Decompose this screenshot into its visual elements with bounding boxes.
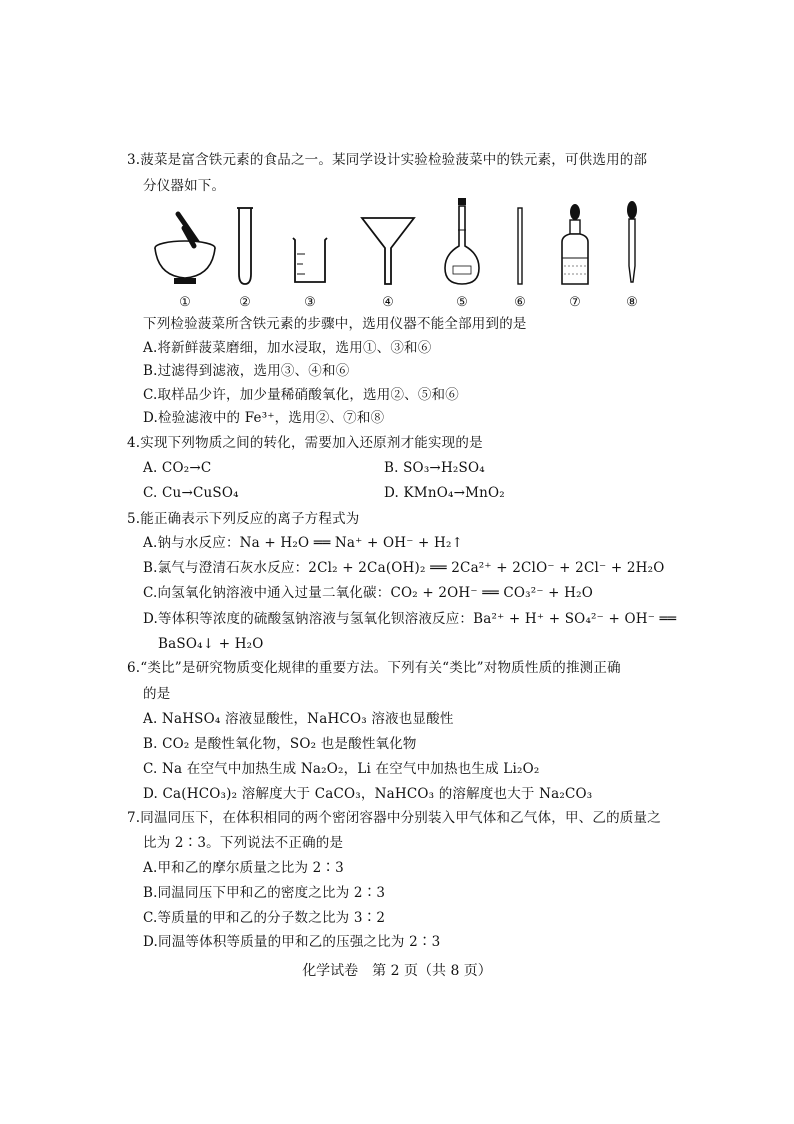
apparatus-number: ⑧ — [626, 295, 638, 310]
q7-stem-line1: 7.同温同压下，在体积相同的两个密闭容器中分别装入甲气体和乙气体，甲、乙的质量之 — [127, 810, 661, 826]
q7-stem-line2: 比为 2∶3。下列说法不正确的是 — [143, 835, 344, 851]
q6-option-a: A. NaHSO₄ 溶液显酸性，NaHCO₃ 溶液也显酸性 — [143, 711, 454, 727]
apparatus-number: ① — [179, 295, 191, 310]
apparatus-7 — [545, 196, 605, 311]
page-footer: 化学试卷 第 2 页（共 8 页） — [302, 963, 492, 979]
apparatus-6 — [490, 196, 550, 311]
q4-option-d: D. KMnO₄→MnO₂ — [384, 485, 505, 501]
q5-option-c: C.向氢氧化钠溶液中通入过量二氧化碳：CO₂ + 2OH⁻ ══ CO₃²⁻ + H₂O — [143, 585, 594, 601]
q5-option-b: B.氯气与澄清石灰水反应：2Cl₂ + 2Ca(OH)₂ ══ 2Ca²⁺ + 2ClO⁻ + 2Cl⁻ + 2H₂O — [143, 560, 665, 576]
apparatus-3 — [280, 196, 340, 311]
q3-option-b: B.过滤得到滤液，选用③、④和⑥ — [143, 363, 350, 379]
apparatus-number: ⑦ — [569, 295, 581, 310]
apparatus-2 — [215, 196, 275, 311]
funnel-icon — [358, 196, 418, 291]
mortar-pestle-icon — [150, 196, 220, 291]
q6-option-b: B. CO₂ 是酸性氧化物，SO₂ 也是酸性氧化物 — [143, 736, 417, 752]
apparatus-number: ⑤ — [456, 295, 468, 310]
q4-option-b: B. SO₃→H₂SO₄ — [384, 460, 485, 476]
test-tube-icon — [230, 196, 260, 291]
q3-option-c: C.取样品少许，加少量稀硝酸氧化，选用②、⑤和⑥ — [143, 387, 459, 403]
q7-option-d: D.同温等体积等质量的甲和乙的压强之比为 2∶3 — [143, 934, 441, 950]
q6-option-d: D. Ca(HCO₃)₂ 溶解度大于 CaCO₃，NaHCO₃ 的溶解度也大于 Na₂CO₃ — [143, 786, 593, 802]
apparatus-number: ② — [239, 295, 251, 310]
q4-option-c: C. Cu→CuSO₄ — [143, 485, 239, 501]
apparatus-number: ③ — [304, 295, 316, 310]
q4-stem: 4.实现下列物质之间的转化，需要加入还原剂才能实现的是 — [127, 435, 483, 451]
apparatus-number: ⑥ — [514, 295, 526, 310]
q6-stem-line2: 的是 — [143, 686, 171, 702]
glass-rod-icon — [505, 196, 535, 291]
q5-option-d-line2: BaSO₄↓ + H₂O — [158, 636, 264, 652]
apparatus-8 — [602, 196, 662, 311]
q7-option-c: C.等质量的甲和乙的分子数之比为 3∶2 — [143, 910, 386, 926]
q7-option-b: B.同温同压下甲和乙的密度之比为 2∶3 — [143, 885, 386, 901]
q3-option-a: A.将新鲜菠菜磨细，加水浸取，选用①、③和⑥ — [143, 340, 432, 356]
q3-option-d: D.检验滤液中的 Fe³⁺，选用②、⑦和⑧ — [143, 410, 385, 426]
q6-option-c: C. Na 在空气中加热生成 Na₂O₂，Li 在空气中加热也生成 Li₂O₂ — [143, 761, 540, 777]
q3-question: 下列检验菠菜所含铁元素的步骤中，选用仪器不能全部用到的是 — [143, 316, 527, 332]
q6-stem-line1: 6.“类比”是研究物质变化规律的重要方法。下列有关“类比”对物质性质的推测正确 — [127, 660, 621, 676]
q3-stem-line1: 3.菠菜是富含铁元素的食品之一。某同学设计实验检验菠菜中的铁元素，可供选用的部 — [127, 152, 648, 168]
q5-option-a: A.钠与水反应：Na + H₂O ══ Na⁺ + OH⁻ + H₂↑ — [143, 535, 464, 551]
dropper-icon — [617, 196, 647, 291]
apparatus-1 — [150, 196, 220, 311]
apparatus-number: ④ — [382, 295, 394, 310]
beaker-icon — [285, 196, 335, 291]
apparatus-figure — [140, 196, 660, 311]
q7-option-a: A.甲和乙的摩尔质量之比为 2∶3 — [143, 860, 344, 876]
q3-stem-line2: 分仪器如下。 — [143, 178, 226, 194]
dropper-bottle-icon — [550, 196, 600, 291]
apparatus-4 — [358, 196, 418, 311]
volumetric-flask-icon — [437, 196, 487, 291]
q4-option-a: A. CO₂→C — [143, 460, 212, 476]
q5-option-d-line1: D.等体积等浓度的硫酸氢钠溶液与氢氧化钡溶液反应：Ba²⁺ + H⁺ + SO₄²⁻ + OH⁻ ══ — [143, 611, 677, 627]
apparatus-5 — [432, 196, 492, 311]
q5-stem: 5.能正确表示下列反应的离子方程式为 — [127, 511, 360, 527]
